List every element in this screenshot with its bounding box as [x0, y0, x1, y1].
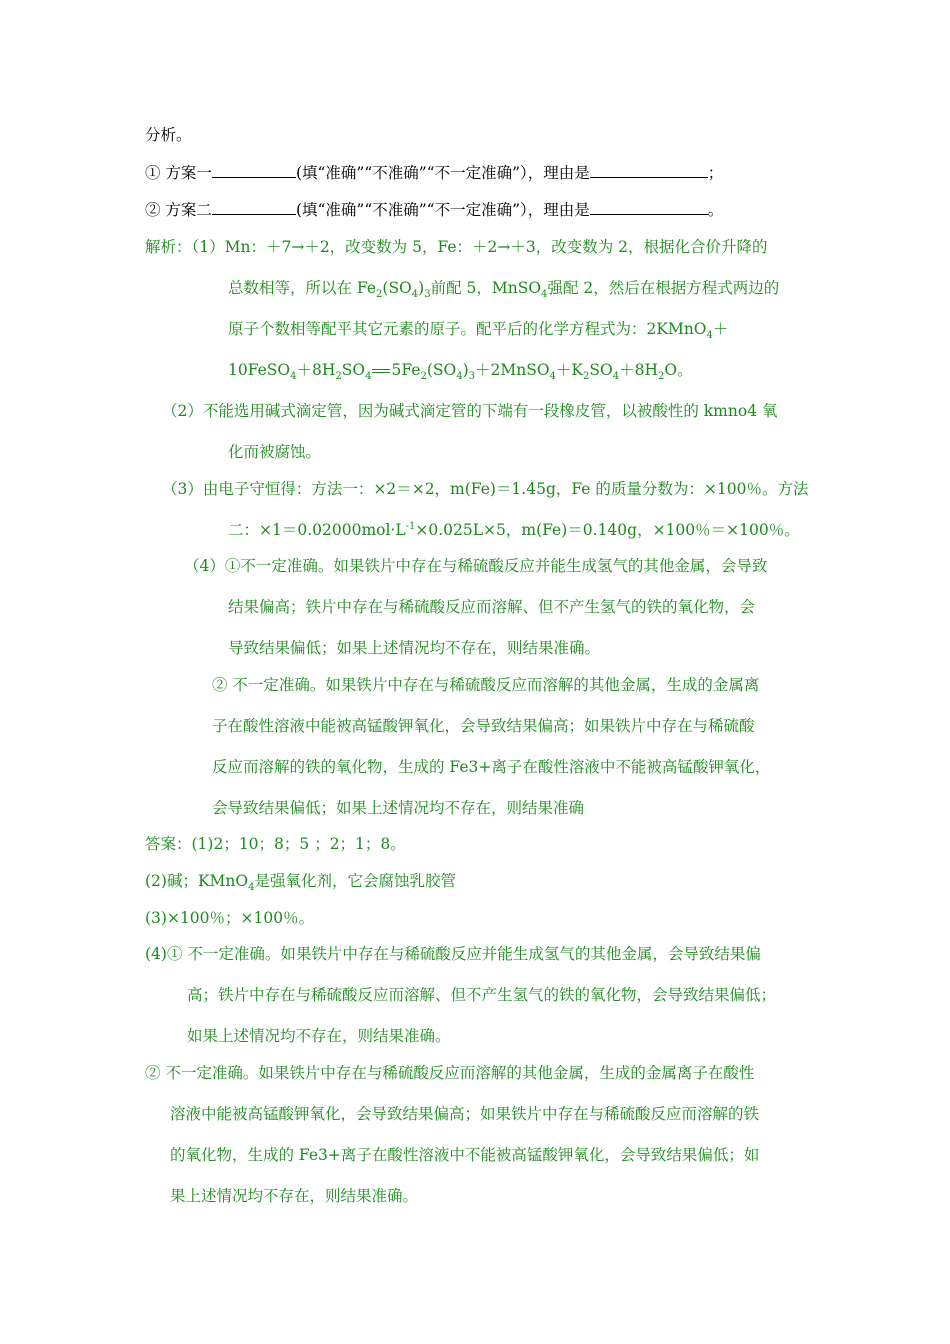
scheme-2-label: ② 方案二 [145, 201, 212, 219]
answer-line-4: (4)① 不一定准确。如果铁片中存在与稀硫酸反应并能生成氢气的其他金属，会导致结果偏 [145, 945, 761, 963]
question-intro: 分析。 [145, 126, 192, 144]
answer-line-1: 答案：(1)2；10；8；5 ；2；1；8。 [145, 835, 406, 853]
analysis-4b-line-1: ② 不一定准确。如果铁片中存在与稀硫酸反应而溶解的其他金属，生成的金属离 [212, 676, 760, 694]
scheme-2-instruction: (填“准确”“不准确”“不一定准确”），理由是 [295, 201, 590, 219]
answer-line-5: 高；铁片中存在与稀硫酸反应而溶解、但不产生氢气的铁的氧化物，会导致结果偏低； [187, 986, 777, 1004]
answer-line-6: 如果上述情况均不存在，则结果准确。 [187, 1027, 451, 1045]
answer-line-3: (3)×100％；×100％。 [145, 909, 315, 927]
answer-line-2: (2)碱；KMnO$_4$是强氧化剂，它会腐蚀乳胶管 [145, 872, 456, 894]
answer-line-7: ② 不一定准确。如果铁片中存在与稀硫酸反应而溶解的其他金属，生成的金属离子在酸性 [145, 1064, 755, 1082]
scheme-2-end: 。 [707, 201, 724, 219]
scheme-1-answer-blank[interactable] [212, 162, 296, 178]
analysis-2-line-2: 化而被腐蚀。 [228, 443, 322, 461]
answer-line-8: 溶液中能被高锰酸钾氧化，会导致结果偏高；如果铁片中存在与稀硫酸反应而溶解的铁 [170, 1105, 760, 1123]
analysis-4b-line-2: 子在酸性溶液中能被高锰酸钾氧化，会导致结果偏高；如果铁片中存在与稀硫酸 [212, 717, 755, 735]
scheme-1-reason-blank[interactable] [590, 162, 708, 178]
answer-line-10: 果上述情况均不存在，则结果准确。 [170, 1187, 419, 1205]
answer-line-9: 的氧化物，生成的 Fe3+离子在酸性溶液中不能被高锰酸钾氧化，会导致结果偏低；如 [170, 1146, 760, 1164]
scheme-1-label: ① 方案一 [145, 164, 212, 182]
scheme-2-reason-blank[interactable] [590, 199, 708, 215]
scheme-2-answer-blank[interactable] [212, 199, 296, 215]
analysis-1-line-2: 总数相等，所以在 $Fe_2(SO_4)_3$前配 5，MnSO$_4$强配 2，然后在根据方程式两边的 [228, 279, 780, 301]
analysis-4-line-2: 结果偏高；铁片中存在与稀硫酸反应而溶解、但不产生氢气的铁的氧化物，会 [228, 598, 756, 616]
analysis-4-line-3: 导致结果偏低；如果上述情况均不存在，则结果准确。 [228, 639, 601, 657]
question-scheme-2 [145, 199, 723, 221]
scheme-1-instruction: (填“准确”“不准确”“不一定准确”），理由是 [295, 164, 590, 182]
analysis-1-line-1: 解析：（1）Mn：＋7→＋2，改变数为 5，Fe：＋2→＋3，改变数为 2，根据化合价升降的 [145, 238, 768, 256]
analysis-1-equation: $10FeSO_4+8H_2SO_4$ $5Fe_2(SO_4)_3+2MnSO_4+K_2SO_4+8H_2O$。 [228, 361, 693, 383]
analysis-3-line-1: （3）由电子守恒得：方法一：×2＝×2，m(Fe)＝1.45g，Fe 的质量分数为：×100％。方法 [162, 480, 809, 498]
analysis-1-line-3: 原子个数相等配平其它元素的原子。配平后的化学方程式为：2KMnO$_4$＋ [228, 320, 729, 342]
question-scheme-1 [145, 162, 723, 184]
analysis-4-line-1: （4）①不一定准确。如果铁片中存在与稀硫酸反应并能生成氢气的其他金属，会导致 [184, 557, 768, 575]
analysis-4b-line-4: 会导致结果偏低；如果上述情况均不存在，则结果准确 [212, 799, 585, 817]
analysis-2-line-1: （2）不能选用碱式滴定管，因为碱式滴定管的下端有一段橡皮管，以被酸性的 kmno4 氧 [162, 402, 778, 420]
scheme-1-end: ； [707, 164, 724, 182]
analysis-3-line-2: 二：$\times 1=0.02000mol\cdot L^{-1}\times 0.025L\times 5$，m(Fe)＝0.140g，×100％＝×100％。 [228, 520, 800, 539]
analysis-4b-line-3: 反应而溶解的铁的氧化物，生成的 Fe3+离子在酸性溶液中不能被高锰酸钾氧化， [212, 758, 771, 776]
equals-sign [372, 369, 390, 373]
